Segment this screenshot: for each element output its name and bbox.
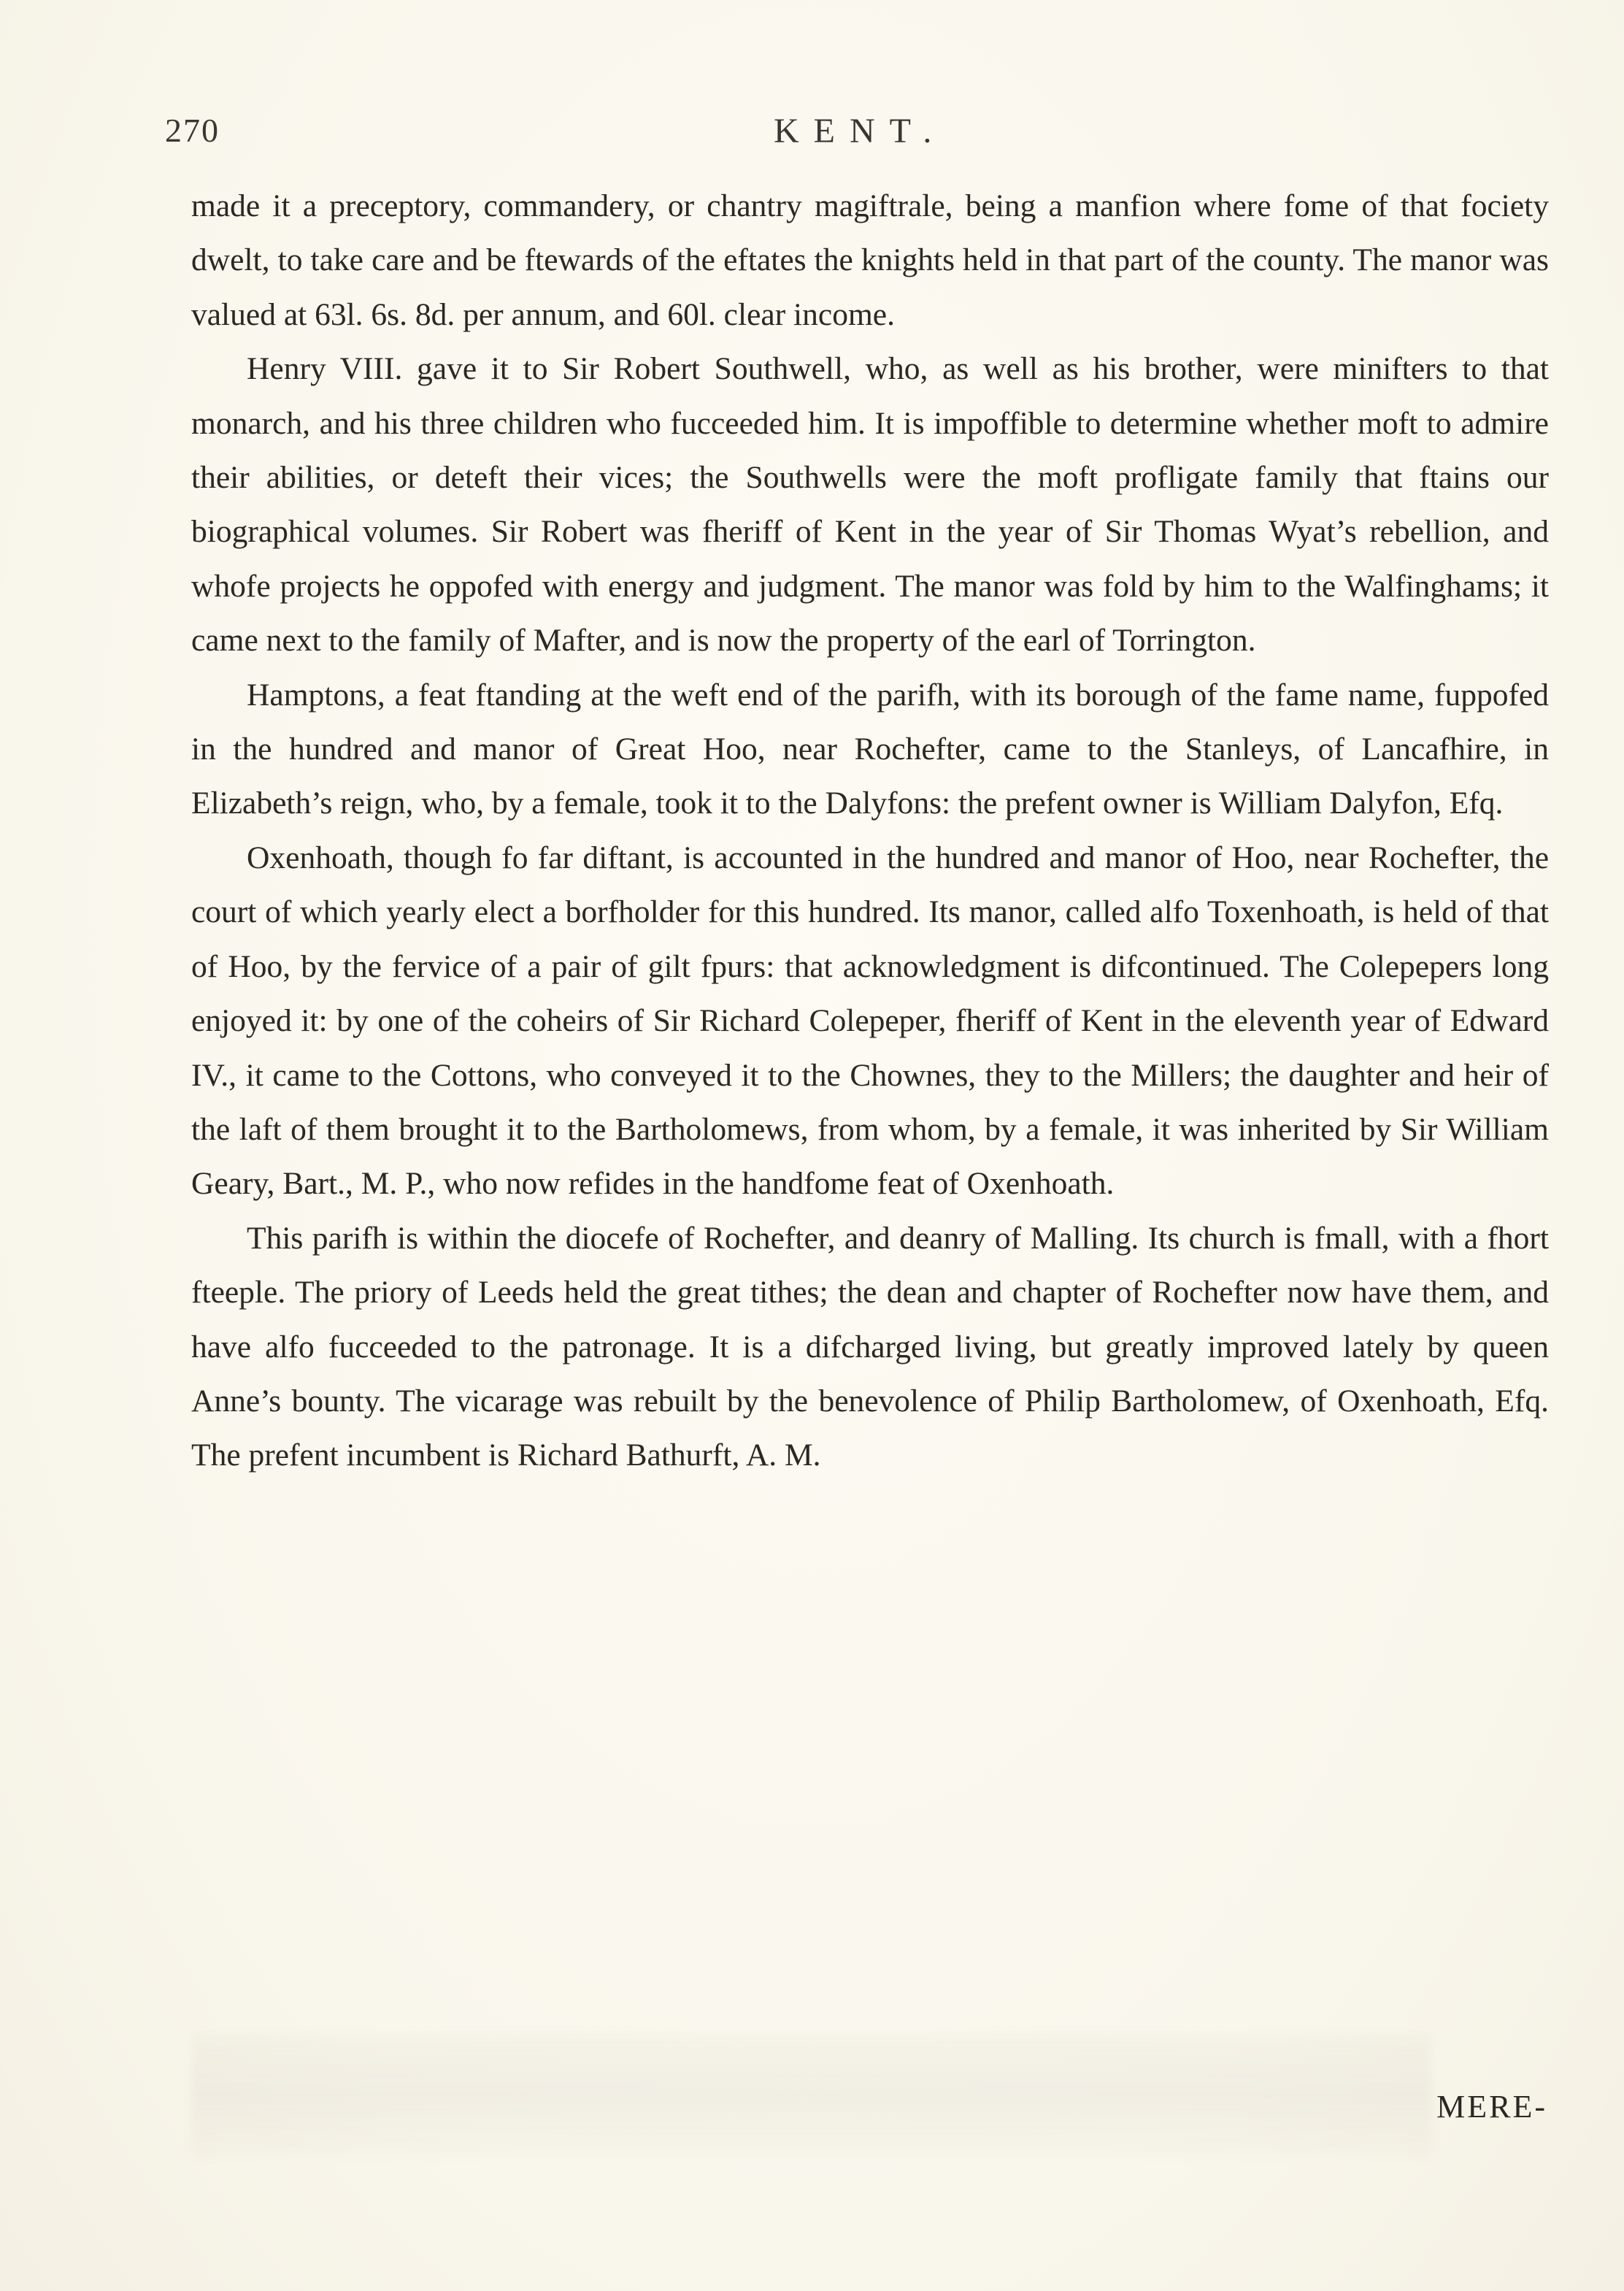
paragraph-oxenhoath: Oxenhoath, though fo far diftant, is accounted in the hundred and manor of Hoo, near Rochefter, the court of which yearly elect a borfholder for this hundred. Its manor, called alfo Toxenhoath, is held of that of Hoo, by the fervice of a pair of gilt fpurs: that acknowledgment is difcontinued. The Colepepers long enjoyed it: by one of the coheirs of Sir Richard Colepeper, fheriff of Kent in the eleventh year of Edward IV., it came to the Cottons, who conveyed it to the Chownes, they to the Millers; the daughter and heir of the laft of them brought it to the Bartholomews, from whom, by a female, it was inherited by Sir William Geary, Bart., M. P., who now refides in the handfome feat of Oxenhoath. [191,840,1549,1202]
page-title: KENT. [774,112,947,150]
paragraph-hamptons: Hamptons, a feat ftanding at the weft end of the parifh, with its borough of the fame name, fuppofed in the hundred and manor of Great Hoo, near Rochefter, came to the Stanleys, of Lancafhire, in Elizabeth’s reign, who, by a female, took it to the Dalyfons: the prefent owner is William Dalyfon, Efq. [191,677,1549,821]
catchword: MERE- [1436,2089,1547,2125]
body-text [191,179,1549,1483]
page-number: 270 [165,112,220,149]
paragraph-southwell: Henry VIII. gave it to Sir Robert Southwell, who, as well as his brother, were minifters to that monarch, and his three children who fucceeded him. It is impoffible to determine whether moft to admire their abilities, or deteft their vices; the Southwells were the moft profligate family that ftains our biographical volumes. Sir Robert was fheriff of Kent in the year of Sir Thomas Wyat’s rebellion, and whofe projects he oppofed with energy and judgment. The manor was fold by him to the Walfinghams; it came next to the family of Mafter, and is now the property of the earl of Torrington. [191,351,1549,659]
running-head [0,111,1624,155]
bleed-through-shadow [191,2033,1432,2157]
paragraph-parish: This parifh is within the diocefe of Rochefter, and deanry of Malling. Its church is fmall, with a fhort fteeple. The priory of Leeds held the great tithes; the dean and chapter of Rochefter now have them, and have alfo fucceeded to the patronage. It is a difcharged living, but greatly improved lately by queen Anne’s bounty. The vicarage was rebuilt by the benevolence of Philip Bartholomew, of Oxenhoath, Efq. The prefent incumbent is Richard Bathurft, A. M. [191,1220,1549,1473]
paragraph-preceptory: made it a preceptory, commandery, or chantry magiftrale, being a manfion where fome of that fociety dwelt, to take care and be ftewards of the eftates the knights held in that part of the county. The manor was valued at 63l. 6s. 8d. per annum, and 60l. clear income. [191,188,1549,332]
